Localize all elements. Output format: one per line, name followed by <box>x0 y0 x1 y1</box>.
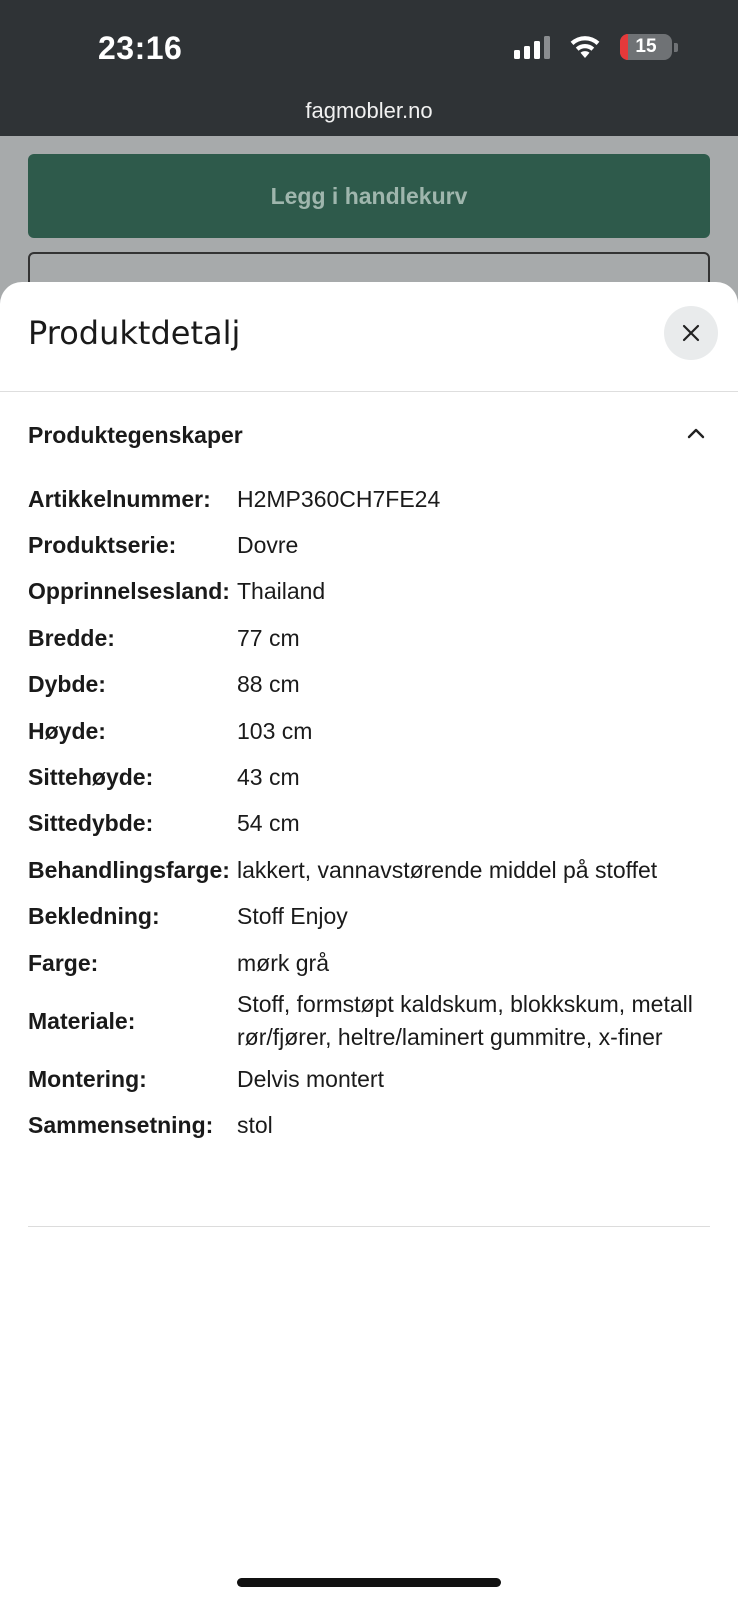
chevron-up-icon[interactable] <box>686 426 706 440</box>
property-label: Bekledning: <box>28 903 160 930</box>
property-value: H2MP360CH7FE24 <box>237 485 441 512</box>
sheet-title: Produktdetalj <box>28 314 241 352</box>
close-button[interactable] <box>664 306 718 360</box>
property-label: Artikkelnummer: <box>28 485 211 512</box>
property-label: Bredde: <box>28 624 115 651</box>
property-row <box>28 708 718 754</box>
property-value: Dovre <box>237 532 299 559</box>
cellular-signal-icon <box>514 35 550 59</box>
property-label: Dybde: <box>28 671 106 698</box>
product-detail-sheet <box>0 282 738 1600</box>
battery-level: 15 <box>635 36 657 57</box>
section-toggle-produktegenskaper[interactable] <box>0 392 738 476</box>
home-indicator[interactable] <box>237 1578 501 1587</box>
wifi-icon <box>568 34 602 60</box>
property-row <box>28 615 718 661</box>
property-label: Høyde: <box>28 717 106 744</box>
battery-icon <box>620 34 672 60</box>
property-value: Stoff Enjoy <box>237 903 348 930</box>
property-label: Sammensetning: <box>28 1112 214 1139</box>
property-row <box>28 940 718 986</box>
add-to-cart-button[interactable]: Legg i handlekurv <box>28 154 710 238</box>
property-value: mørk grå <box>237 949 329 976</box>
property-value: Thailand <box>237 578 326 605</box>
property-row <box>28 569 718 615</box>
section-title: Produktegenskaper <box>28 422 243 448</box>
property-value: 88 cm <box>237 671 300 698</box>
property-row <box>28 754 718 800</box>
property-label: Sittedybde: <box>28 810 154 837</box>
property-label: Materiale: <box>28 1007 136 1034</box>
property-value: 54 cm <box>237 810 300 837</box>
status-icons <box>514 34 678 60</box>
property-row <box>28 662 718 708</box>
close-icon <box>682 324 700 342</box>
property-label: Opprinnelsesland: <box>28 578 230 605</box>
property-value: 103 cm <box>237 717 313 744</box>
property-label: Montering: <box>28 1065 147 1092</box>
property-row <box>28 1056 718 1102</box>
property-label: Farge: <box>28 949 99 976</box>
browser-top-bar <box>0 0 738 136</box>
sheet-header <box>0 282 738 392</box>
status-time: 23:16 <box>98 30 183 66</box>
url-bar[interactable]: fagmobler.no <box>305 98 433 123</box>
property-row <box>28 801 718 847</box>
property-row <box>28 1103 718 1149</box>
property-value: 43 cm <box>237 764 300 791</box>
property-label: Produktserie: <box>28 532 177 559</box>
property-row <box>28 986 718 1056</box>
property-row <box>28 894 718 940</box>
property-row <box>28 847 718 893</box>
section-divider <box>28 1226 710 1227</box>
property-row <box>28 522 718 568</box>
battery-tip <box>674 43 678 52</box>
property-label: Sittehøyde: <box>28 764 154 791</box>
property-value: 77 cm <box>237 624 300 651</box>
product-properties-list <box>28 476 718 1149</box>
property-label: Behandlingsfarge: <box>28 856 230 883</box>
property-row <box>28 476 718 522</box>
property-value: Delvis montert <box>237 1065 384 1092</box>
property-value: stol <box>237 1112 273 1139</box>
property-value: Stoff, formstøpt kaldskum, blokkskum, metall rør/fjører, heltre/laminert gummitre, x-finer <box>237 991 693 1051</box>
property-value: lakkert, vannavstørende middel på stoffet <box>237 856 658 883</box>
